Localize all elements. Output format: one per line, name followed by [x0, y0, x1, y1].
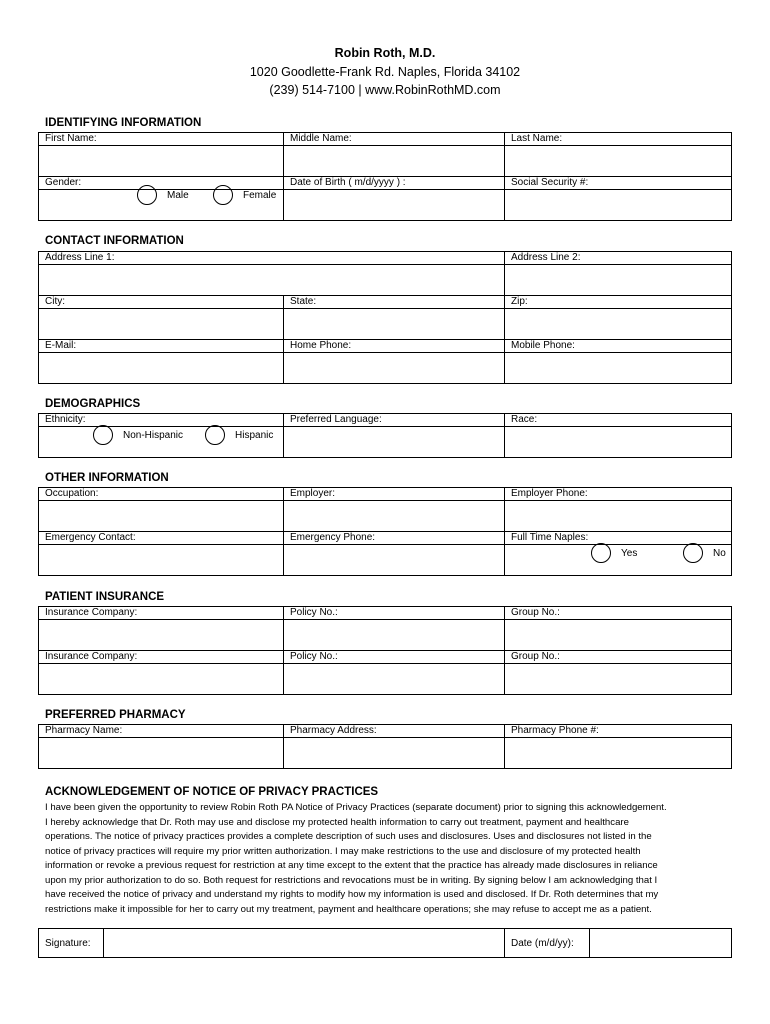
emergency-phone-label: Emergency Phone:	[284, 532, 505, 545]
policy-no-1-field[interactable]	[284, 620, 505, 651]
other-table	[38, 487, 732, 576]
employer-phone-field[interactable]	[505, 501, 732, 532]
policy-no-2-label: Policy No.:	[284, 651, 505, 664]
practice-contact: (239) 514-7100 | www.RobinRothMD.com	[269, 83, 501, 97]
race-field[interactable]	[505, 427, 732, 458]
policy-no-1-label: Policy No.:	[284, 607, 505, 620]
insurance-company-2-label: Insurance Company:	[39, 651, 284, 664]
city-field[interactable]	[39, 309, 284, 340]
male-label: Male	[167, 189, 189, 201]
signature-field[interactable]	[104, 929, 505, 958]
group-no-2-label: Group No.:	[505, 651, 732, 664]
race-label: Race:	[505, 414, 732, 427]
ethnicity-field	[39, 427, 284, 458]
first-name-label: First Name:	[39, 133, 284, 146]
state-field[interactable]	[284, 309, 505, 340]
pharmacy-address-label: Pharmacy Address:	[284, 725, 505, 738]
city-label: City:	[39, 296, 284, 309]
gender-label: Gender:	[39, 177, 284, 190]
middle-name-label: Middle Name:	[284, 133, 505, 146]
non-hispanic-label: Non-Hispanic	[123, 429, 184, 441]
group-no-1-field[interactable]	[505, 620, 732, 651]
preferred-language-field[interactable]	[284, 427, 505, 458]
ethnicity-label: Ethnicity:	[39, 414, 284, 427]
gender-male-option[interactable]	[137, 185, 189, 205]
demographics-table	[38, 413, 732, 458]
acknowledgement-line: I hereby acknowledge that Dr. Roth may use and disclose my protected health information to carry out treatment, payment and healthcare	[45, 816, 629, 828]
email-field[interactable]	[39, 353, 284, 384]
emergency-phone-field[interactable]	[284, 545, 505, 576]
pharmacy-table	[38, 724, 732, 769]
date-field[interactable]	[590, 929, 732, 958]
pharmacy-phone-field[interactable]	[505, 738, 732, 769]
group-no-2-field[interactable]	[505, 664, 732, 695]
full-time-naples-label: Full Time Naples:	[505, 532, 732, 545]
insurance-company-1-field[interactable]	[39, 620, 284, 651]
contact-section-title: CONTACT INFORMATION	[45, 235, 184, 247]
radio-circle-icon[interactable]	[591, 543, 611, 563]
pharmacy-name-label: Pharmacy Name:	[39, 725, 284, 738]
email-label: E-Mail:	[39, 340, 284, 353]
mobile-phone-field[interactable]	[505, 353, 732, 384]
employer-label: Employer:	[284, 488, 505, 501]
radio-circle-icon[interactable]	[93, 425, 113, 445]
dob-label: Date of Birth ( m/d/yyyy ) :	[284, 177, 505, 190]
employer-field[interactable]	[284, 501, 505, 532]
policy-no-2-field[interactable]	[284, 664, 505, 695]
acknowledgement-text	[45, 801, 735, 917]
acknowledgement-section-title: ACKNOWLEDGEMENT OF NOTICE OF PRIVACY PRACTICES	[45, 786, 379, 798]
hispanic-label: Hispanic	[235, 429, 274, 441]
insurance-company-2-field[interactable]	[39, 664, 284, 695]
ethnicity-hispanic-option[interactable]	[205, 425, 273, 445]
gender-field	[39, 190, 284, 221]
signature-label: Signature:	[39, 929, 104, 958]
acknowledgement-line: information or revoke a previous request for restriction at any time except to the extent that the practice has already made disclosures in reliance	[45, 860, 658, 871]
other-section-title: OTHER INFORMATION	[45, 472, 169, 484]
pharmacy-address-field[interactable]	[284, 738, 505, 769]
ethnicity-non-hispanic-option[interactable]	[93, 425, 183, 445]
identifying-section-title: IDENTIFYING INFORMATION	[45, 117, 202, 129]
group-no-1-label: Group No.:	[505, 607, 732, 620]
signature-table	[38, 928, 732, 958]
acknowledgement-line: restrictions make it impossible for her to carry out my treatment, payment and healthcare operations; she may refuse to accept me as a patient.	[45, 903, 652, 915]
occupation-label: Occupation:	[39, 488, 284, 501]
address-line-1-field[interactable]	[39, 265, 505, 296]
practice-name: Robin Roth, M.D.	[334, 46, 436, 60]
ssn-label: Social Security #:	[505, 177, 732, 190]
yes-label: Yes	[621, 547, 638, 559]
first-name-field[interactable]	[39, 146, 284, 177]
insurance-section-title: PATIENT INSURANCE	[45, 591, 165, 603]
acknowledgement-line: I have been given the opportunity to review Robin Roth PA Notice of Privacy Practices (separate document) prior to signing this acknowledgement.	[45, 802, 667, 813]
insurance-table	[38, 606, 732, 695]
acknowledgement-line: notice of privacy practices will require my prior written authorization. I may make restrictions to the use and disclosure of my protected health	[45, 845, 641, 857]
full-time-yes-option[interactable]	[591, 543, 637, 563]
mobile-phone-label: Mobile Phone:	[505, 340, 732, 353]
female-label: Female	[243, 189, 277, 201]
occupation-field[interactable]	[39, 501, 284, 532]
address-line-1-label: Address Line 1:	[39, 252, 505, 265]
dob-field[interactable]	[284, 190, 505, 221]
pharmacy-name-field[interactable]	[39, 738, 284, 769]
insurance-company-1-label: Insurance Company:	[39, 607, 284, 620]
address-line-2-field[interactable]	[505, 265, 732, 296]
acknowledgement-line: operations. The notice of privacy practices provides a complete description of such uses and disclosures. Uses and disclosures not listed in the	[45, 831, 652, 842]
radio-circle-icon[interactable]	[137, 185, 157, 205]
emergency-contact-field[interactable]	[39, 545, 284, 576]
contact-table	[38, 251, 732, 384]
home-phone-label: Home Phone:	[284, 340, 505, 353]
zip-label: Zip:	[505, 296, 732, 309]
no-label: No	[713, 547, 726, 559]
emergency-contact-label: Emergency Contact:	[39, 532, 284, 545]
pharmacy-phone-label: Pharmacy Phone #:	[505, 725, 732, 738]
employer-phone-label: Employer Phone:	[505, 488, 732, 501]
date-label: Date (m/d/yy):	[505, 929, 590, 958]
practice-address: 1020 Goodlette-Frank Rd. Naples, Florida 34102	[249, 65, 521, 79]
full-time-naples-field	[505, 545, 732, 576]
pharmacy-section-title: PREFERRED PHARMACY	[45, 709, 186, 721]
gender-female-option[interactable]	[213, 185, 276, 205]
identifying-table	[38, 132, 732, 221]
preferred-language-label: Preferred Language:	[284, 414, 505, 427]
last-name-label: Last Name:	[505, 133, 732, 146]
acknowledgement-line: have received the notice of privacy and understand my rights to modify how my information is used and disclosed. If Dr. Roth determines that my	[45, 889, 659, 900]
zip-field[interactable]	[505, 309, 732, 340]
home-phone-field[interactable]	[284, 353, 505, 384]
address-line-2-label: Address Line 2:	[505, 252, 732, 265]
radio-circle-icon[interactable]	[205, 425, 225, 445]
radio-circle-icon[interactable]	[213, 185, 233, 205]
middle-name-field[interactable]	[284, 146, 505, 177]
demographics-section-title: DEMOGRAPHICS	[45, 398, 141, 410]
acknowledgement-line: upon my prior authorization to do so. Both request for restrictions and revocations must be in writing. By signing below I am acknowledging that I	[45, 874, 658, 886]
last-name-field[interactable]	[505, 146, 732, 177]
full-time-no-option[interactable]	[683, 543, 726, 563]
radio-circle-icon[interactable]	[683, 543, 703, 563]
ssn-field[interactable]	[505, 190, 732, 221]
state-label: State:	[284, 296, 505, 309]
